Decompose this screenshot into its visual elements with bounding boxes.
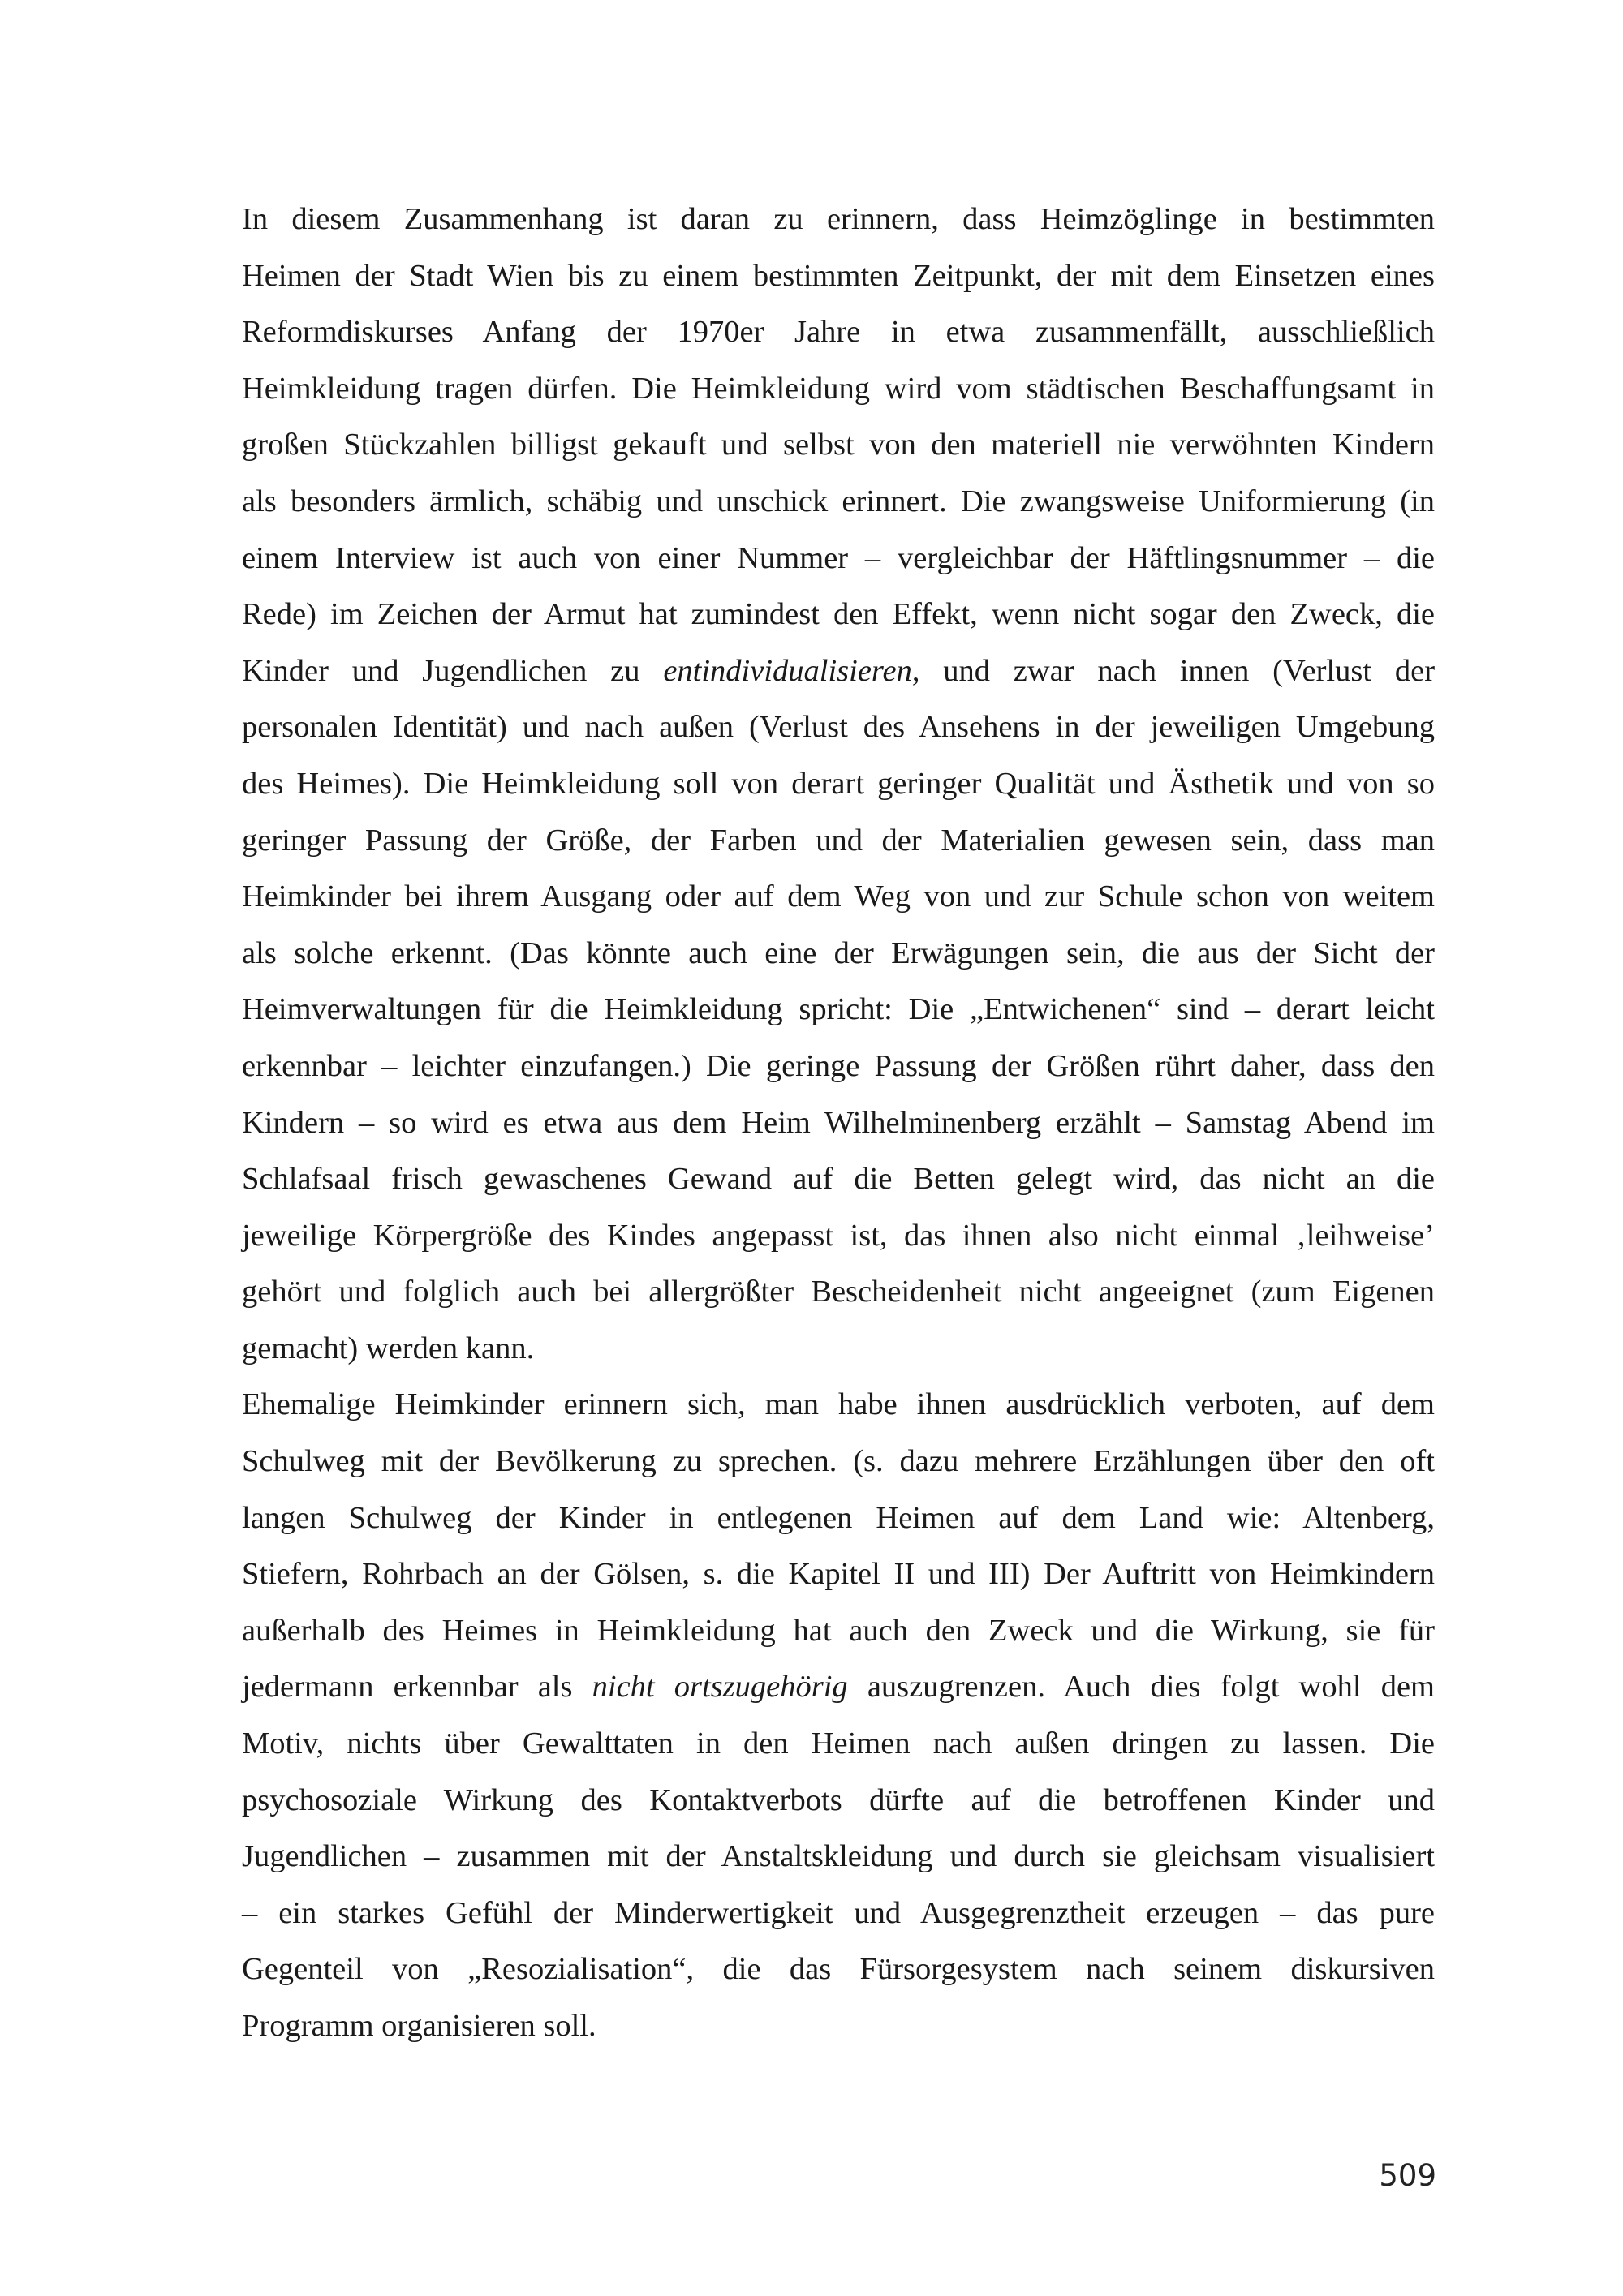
text-line: – ein starkes Gefühl der Minderwertigkeit und Ausgegrenztheit erzeugen – das pure [242, 1895, 1435, 1930]
text-line: Heimen der Stadt Wien bis zu einem bestimmten Zeitpunkt, der mit dem Einsetzen eines [242, 258, 1435, 293]
text-line: einem Interview ist auch von einer Nummer – vergleichbar der Häftlingsnummer – die [242, 540, 1435, 575]
text-line: Rede) im Zeichen der Armut hat zumindest den Effekt, wenn nicht sogar den Zweck, die [242, 597, 1435, 632]
text-line: erkennbar – leichter einzufangen.) Die geringe Passung der Größen rührt daher, dass den [242, 1048, 1435, 1083]
text-line: als solche erkennt. (Das könnte auch eine der Erwägungen sein, die aus der Sicht der [242, 935, 1435, 970]
text-line: Gegenteil von „Resozialisation“, die das Fürsorgesystem nach seinem diskursiven [242, 1952, 1435, 1987]
text-line: Schulweg mit der Bevölkerung zu sprechen. (s. dazu mehrere Erzählungen über den oft [242, 1444, 1435, 1479]
text-line: Heimkleidung tragen dürfen. Die Heimkleidung wird vom städtischen Beschaffungsamt in [242, 371, 1435, 406]
text-line: psychosoziale Wirkung des Kontaktverbots dürfte auf die betroffenen Kinder und [242, 1782, 1435, 1817]
text-line: langen Schulweg der Kinder in entlegenen Heimen auf dem Land wie: Altenberg, [242, 1500, 1435, 1535]
text-line: jeweilige Körpergröße des Kindes angepasst ist, das ihnen also nicht einmal ‚leihweise’ [242, 1218, 1435, 1253]
text-line: großen Stückzahlen billigst gekauft und selbst von den materiell nie verwöhnten Kindern [242, 428, 1435, 462]
line-text: jedermann erkennbar als [242, 1670, 592, 1705]
text-line: geringer Passung der Größe, der Farben und der Materialien gewesen sein, dass man [242, 823, 1435, 858]
text-line: In diesem Zusammenhang ist daran zu erinnern, dass Heimzöglinge in bestimmten [242, 202, 1435, 236]
text-line: als besonders ärmlich, schäbig und unschick erinnert. Die zwangsweise Uniformierung (in [242, 484, 1435, 518]
line-text: Kinder und Jugendlichen zu [242, 653, 664, 688]
text-line [242, 643, 1435, 700]
text-line [242, 1659, 1435, 1716]
text-line: Kindern – so wird es etwa aus dem Heim Wilhelminenberg erzählt – Samstag Abend im [242, 1105, 1435, 1140]
emphasized-term: entindividualisieren [663, 653, 912, 688]
text-line: personalen Identität) und nach außen (Verlust des Ansehens in der jeweiligen Umgebung [242, 710, 1435, 745]
emphasized-term: nicht ortszugehörig [592, 1670, 848, 1705]
text-line: außerhalb des Heimes in Heimkleidung hat auch den Zweck und die Wirkung, sie für [242, 1613, 1435, 1648]
text-line: Stiefern, Rohrbach an der Gölsen, s. die Kapitel II und III) Der Auftritt von Heimkindern [242, 1557, 1435, 1592]
text-line: Jugendlichen – zusammen mit der Anstaltskleidung und durch sie gleichsam visualisiert [242, 1839, 1435, 1874]
line-text: , und zwar nach innen (Verlust der [911, 653, 1436, 688]
line-text: auszugrenzen. Auch dies folgt wohl dem [847, 1670, 1435, 1705]
text-line: des Heimes). Die Heimkleidung soll von derart geringer Qualität und Ästhetik und von so [242, 766, 1435, 801]
page-number: 509 [1379, 2158, 1436, 2193]
text-line: Reformdiskurses Anfang der 1970er Jahre in etwa zusammenfällt, ausschließlich [242, 315, 1435, 350]
body-text [242, 191, 1435, 2055]
text-line: Ehemalige Heimkinder erinnern sich, man habe ihnen ausdrücklich verboten, auf dem [242, 1387, 1435, 1422]
text-line: Schlafsaal frisch gewaschenes Gewand auf die Betten gelegt wird, das nicht an die [242, 1162, 1435, 1197]
text-line: Programm organisieren soll. [242, 2009, 596, 2043]
text-line: gehört und folglich auch bei allergrößter Bescheidenheit nicht angeeignet (zum Eigenen [242, 1275, 1435, 1309]
text-line: gemacht) werden kann. [242, 1331, 535, 1365]
text-line: Motiv, nichts über Gewalttaten in den Heimen nach außen dringen zu lassen. Die [242, 1726, 1435, 1761]
text-line: Heimverwaltungen für die Heimkleidung spricht: Die „Entwichenen“ sind – derart leicht [242, 992, 1435, 1027]
text-line: Heimkinder bei ihrem Ausgang oder auf dem Weg von und zur Schule schon von weitem [242, 879, 1435, 914]
